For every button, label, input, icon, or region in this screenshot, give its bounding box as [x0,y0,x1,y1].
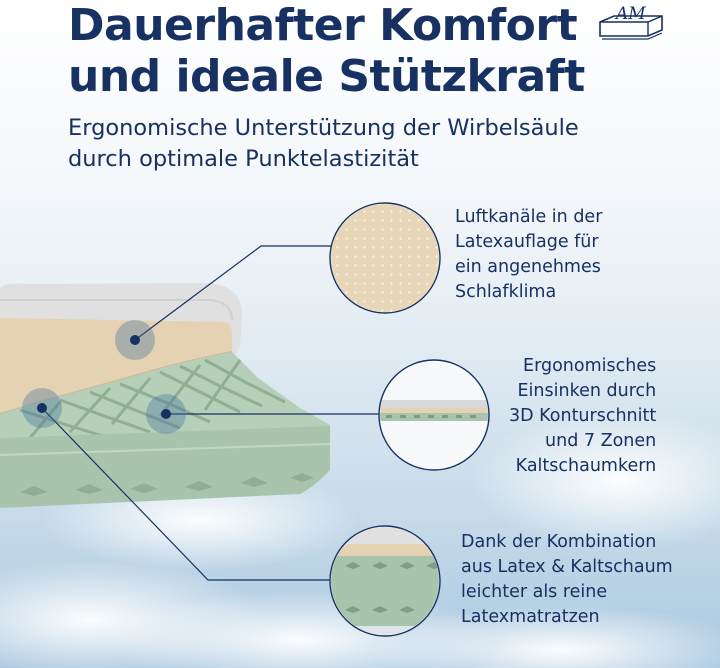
feature-line: aus Latex & Kaltschaum [461,557,673,577]
feature-line: Ergonomisches [523,356,657,376]
detail-circle-latex [328,200,443,315]
logo-text: AM [616,4,646,24]
feature-line: Latexmatratzen [461,607,600,627]
feature-line: Schlafklima [455,282,557,302]
feature-line: ein angenehmes [455,257,601,277]
feature-line: Dank der Kombination [461,532,657,552]
feature-line: leichter als reine [461,582,608,602]
title-line-1: Dauerhafter Komfort [68,0,578,51]
subtitle-line-2: durch optimale Punktelastizität [68,146,419,172]
feature-line: Latexauflage für [455,232,599,252]
feature-text-combination [461,530,673,630]
detail-circle-contour [378,360,490,471]
marker-combination [22,388,62,428]
feature-line: Einsinken durch [517,381,657,401]
feature-text-latex [455,205,602,305]
feature-line: 3D Konturschnitt [509,406,657,426]
feature-line: Kaltschaumkern [515,456,657,476]
marker-contour [146,394,186,434]
feature-line: Luftkanäle in der [455,207,603,227]
feature-line: und 7 Zonen [545,431,657,451]
subtitle-line-1: Ergonomische Unterstützung der Wirbelsäule [68,115,579,141]
marker-latex [115,320,155,360]
title-line-2: und ideale Stützkraft [68,51,585,102]
feature-text-contour [509,354,656,479]
